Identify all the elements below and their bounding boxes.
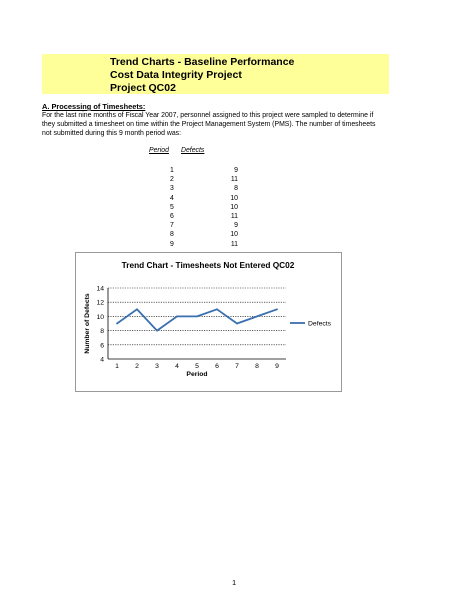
table-row	[150, 203, 240, 212]
defects-cell: 11	[230, 212, 238, 220]
page-number: 1	[232, 578, 237, 587]
defects-cell: 8	[234, 185, 238, 193]
period-cell: 6	[170, 212, 174, 220]
x-axis-label: Period	[186, 371, 208, 378]
x-tick-label: 3	[155, 363, 159, 370]
x-tick-label: 4	[175, 363, 179, 370]
title-block	[110, 56, 294, 95]
x-tick-label: 1	[115, 363, 119, 370]
trend-chart-svg	[76, 253, 341, 391]
y-tick-label: 8	[100, 328, 104, 336]
defects-cell: 10	[230, 203, 238, 211]
series-line	[117, 309, 277, 330]
defects-cell: 11	[230, 240, 238, 248]
x-tick-label: 6	[215, 363, 219, 370]
period-cell: 4	[170, 194, 174, 202]
period-cell: 7	[170, 222, 174, 230]
project-name: Cost Data Integrity Project	[110, 69, 242, 81]
data-point	[136, 308, 138, 310]
table-row	[150, 230, 240, 239]
x-tick-label: 8	[255, 363, 259, 370]
table-row	[150, 175, 240, 184]
period-cell: 3	[170, 185, 174, 193]
data-point	[176, 316, 178, 318]
y-tick-label: 12	[96, 299, 104, 307]
y-tick-label: 6	[100, 342, 104, 350]
table-row	[150, 166, 240, 175]
legend-label: Defects	[308, 320, 332, 328]
defects-cell: 10	[230, 194, 238, 202]
x-tick-label: 9	[275, 363, 279, 370]
section-heading: A. Processing of Timesheets:	[42, 102, 146, 111]
defects-cell: 9	[234, 222, 238, 230]
period-cell: 8	[170, 231, 174, 239]
y-tick-label: 14	[96, 285, 104, 293]
section-paragraph	[42, 111, 392, 139]
data-point	[196, 316, 198, 318]
defects-table	[150, 166, 240, 249]
defects-cell: 11	[230, 176, 238, 184]
x-tick-label: 7	[235, 363, 239, 370]
period-cell: 1	[170, 167, 174, 174]
trend-chart	[75, 252, 342, 392]
table-row	[150, 221, 240, 230]
data-point	[116, 323, 118, 325]
y-tick-label: 10	[96, 313, 104, 321]
x-tick-label: 5	[195, 363, 199, 370]
defects-cell: 10	[230, 231, 238, 239]
table-row	[150, 184, 240, 193]
period-cell: 9	[170, 240, 174, 248]
table-row	[150, 240, 240, 249]
paragraph-line: For the last nine months of Fiscal Year 2007, personnel assigned to this project were sampled to determine if	[42, 112, 374, 119]
table-row	[150, 212, 240, 221]
table-row	[150, 194, 240, 203]
doc-title: Trend Charts - Baseline Performance	[110, 56, 295, 68]
column-header-defects: Defects	[181, 147, 205, 154]
data-point	[276, 308, 278, 310]
defects-cell: 9	[234, 167, 238, 174]
column-header-period: Period	[149, 147, 169, 154]
period-cell: 5	[170, 203, 174, 211]
data-point	[256, 316, 258, 318]
paragraph-line: not submitted during this 9 month period was:	[42, 130, 182, 138]
project-code: Project QC02	[110, 82, 176, 94]
data-point	[216, 308, 218, 310]
period-cell: 2	[170, 176, 174, 184]
y-axis-label: Number of Defects	[84, 293, 91, 354]
x-tick-label: 2	[135, 363, 139, 370]
y-tick-label: 4	[100, 356, 104, 364]
data-point	[236, 323, 238, 325]
data-point	[156, 330, 158, 332]
chart-title: Trend Chart - Timesheets Not Entered QC02	[121, 260, 295, 270]
paragraph-line: they submitted a timesheet on time within the Project Management System (PMS). The number of timesheets	[42, 121, 376, 129]
